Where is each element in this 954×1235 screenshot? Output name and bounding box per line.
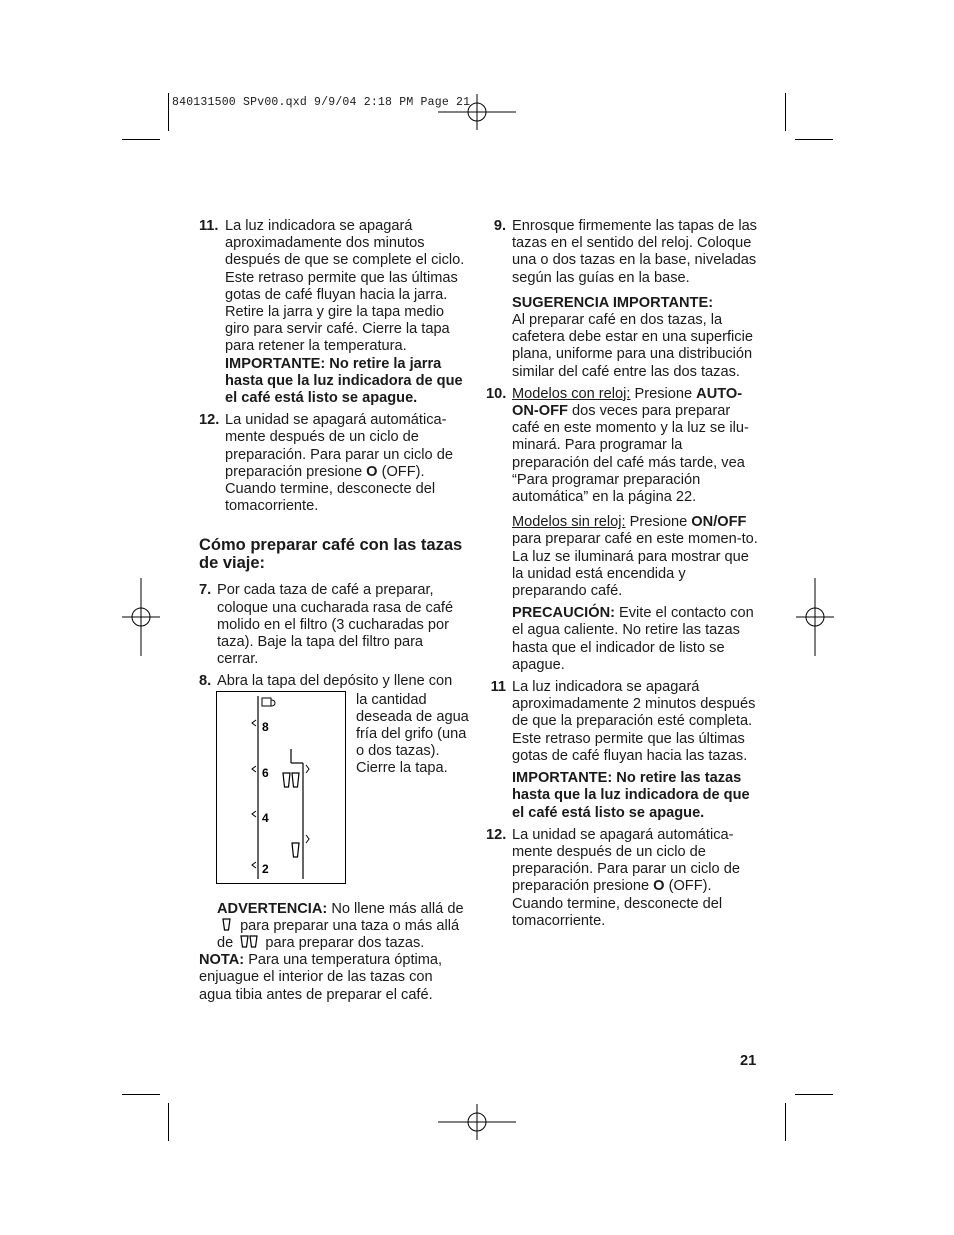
left-column <box>199 218 467 1004</box>
step-text-cont: (OFF). Cuando termine, desconecte del tomacorriente. <box>225 463 436 515</box>
printer-slug: 840131500 SPv00.qxd 9/9/04 2:18 PM Page 21 <box>172 96 471 109</box>
step-number: 9. <box>493 218 506 234</box>
warning <box>217 901 467 953</box>
step-11-left <box>199 218 467 407</box>
note-text: Para una temperatura óptima, enjuague el interior de las tazas con agua tibia antes de preparar el café. <box>199 952 443 1003</box>
step-text: La unidad se apagará automática-mente después de un ciclo de preparación. Para parar un ciclo de preparación presione <box>512 826 740 895</box>
tip-text: Al preparar café en dos tazas, la cafetera debe estar en una superficie plana, uniforme para una distribución similar del café entre las dos tazas. <box>512 312 753 380</box>
step-8-continuation: la cantidad deseada de agua fría del grifo (una o dos tazas). Cierre la tapa. <box>356 691 469 777</box>
warning-text-cont: para preparar una taza o más allá de <box>217 917 460 952</box>
step-number: 12. <box>199 412 220 429</box>
step-text-cont: dos veces para preparar café en este momento y la luz se ilu-minará. Para programar la preparación del café más tarde, vea “Para programar preparación automática” en la página 22. <box>512 403 749 506</box>
step-number: 12. <box>486 826 507 843</box>
step-text-cont: (OFF). Cuando termine, desconecte del tomacorriente. <box>512 878 723 929</box>
step-number: 11 <box>490 679 506 696</box>
tip-label: SUGERENCIA IMPORTANTE: <box>512 294 714 311</box>
level-label-4: 4 <box>262 810 269 825</box>
one-mug-icon <box>221 918 233 932</box>
off-button-label: O <box>366 463 378 480</box>
registration-mark-bottom <box>438 1104 516 1140</box>
step-8 <box>199 673 467 690</box>
step-number: 7. <box>199 582 212 599</box>
caution <box>512 605 758 674</box>
step-11-right <box>486 679 758 765</box>
caution-label: PRECAUCIÓN: <box>512 605 615 622</box>
important-note: IMPORTANTE: No retire la jarra hasta que la luz indicadora de que el café está listo se apague. <box>225 355 463 407</box>
note-label: NOTA: <box>199 952 245 969</box>
auto-on-off-label: AUTO-ON-OFF <box>512 385 743 420</box>
step-number: 11. <box>199 218 219 234</box>
step-8-figure-row <box>217 691 467 885</box>
step-number: 8. <box>199 673 212 690</box>
off-button-label: O <box>653 878 665 895</box>
caution-text: Evite el contacto con el agua caliente. No retire las tazas hasta que el indicador de listo se apague. <box>512 605 754 673</box>
models-with-clock: Modelos con reloj: <box>512 385 631 402</box>
models-without-clock-label: Modelos sin reloj: <box>512 514 626 531</box>
water-level-diagram <box>216 691 347 885</box>
step-7 <box>199 582 467 668</box>
warning-label: ADVERTENCIA: <box>217 900 328 917</box>
level-label-8: 8 <box>262 719 269 734</box>
right-column <box>486 218 758 935</box>
registration-mark-left <box>122 578 160 656</box>
note <box>199 952 467 1004</box>
step-text: La luz indicadora se apagará aproximadamente 2 minutos después de que la preparación esté completa. Este retraso permite que las últimas gotas de café fluyan hacia las tazas. <box>512 679 756 764</box>
models-without-clock <box>512 514 758 600</box>
section-heading: Cómo preparar café con las tazas de viaje: <box>199 536 463 572</box>
level-label-6: 6 <box>262 765 269 780</box>
level-label-2: 2 <box>262 861 269 876</box>
warning-text-end: para preparar dos tazas. <box>265 935 425 952</box>
step-9 <box>486 218 758 287</box>
registration-mark-right <box>796 578 834 656</box>
important-warning: IMPORTANTE: No retire las tazas hasta que la luz indicadora de que el café está listo se apague. <box>512 770 750 821</box>
text: Presione <box>629 514 688 531</box>
on-off-label: ON/OFF <box>691 514 747 531</box>
step-10 <box>486 386 758 506</box>
page-number: 21 <box>740 1053 757 1069</box>
registration-mark-top <box>438 94 516 130</box>
step-number: 10. <box>486 385 507 402</box>
step-text: La unidad se apagará automática-mente después de un ciclo de preparación. Para parar un ciclo de preparación presione <box>225 412 453 480</box>
step-12-right <box>486 827 758 930</box>
warning-text: No llene más allá de <box>331 900 464 917</box>
text-cont: para preparar café en este momen-to. La luz se iluminará para mostrar que la unidad está encendida y preparando café. <box>512 531 758 600</box>
important-tip <box>512 295 758 381</box>
step-12-left <box>199 412 467 515</box>
step-text: La luz indicadora se apagará aproximadamente dos minutos después de que se complete el ciclo. Este retraso permite que las últimas gotas de café fluyan hacia la jarra. Retire la jarra y gire la tapa medio giro para servir café. Cierre la tapa para retener la temperatura. <box>225 218 465 355</box>
step-text: Presione <box>634 385 693 402</box>
step-text: Por cada taza de café a preparar, coloque una cucharada rasa de café molido en el filtro (3 cucharadas por taza). Baje la tapa del filtro para cerrar. <box>217 582 454 668</box>
two-mugs-icon <box>239 935 259 949</box>
step-text: Abra la tapa del depósito y llene con <box>217 673 453 690</box>
step-text: Enrosque firmemente las tapas de las tazas en el sentido del reloj. Coloque una o dos tazas en la base, niveladas según las guías en la base. <box>512 218 757 286</box>
